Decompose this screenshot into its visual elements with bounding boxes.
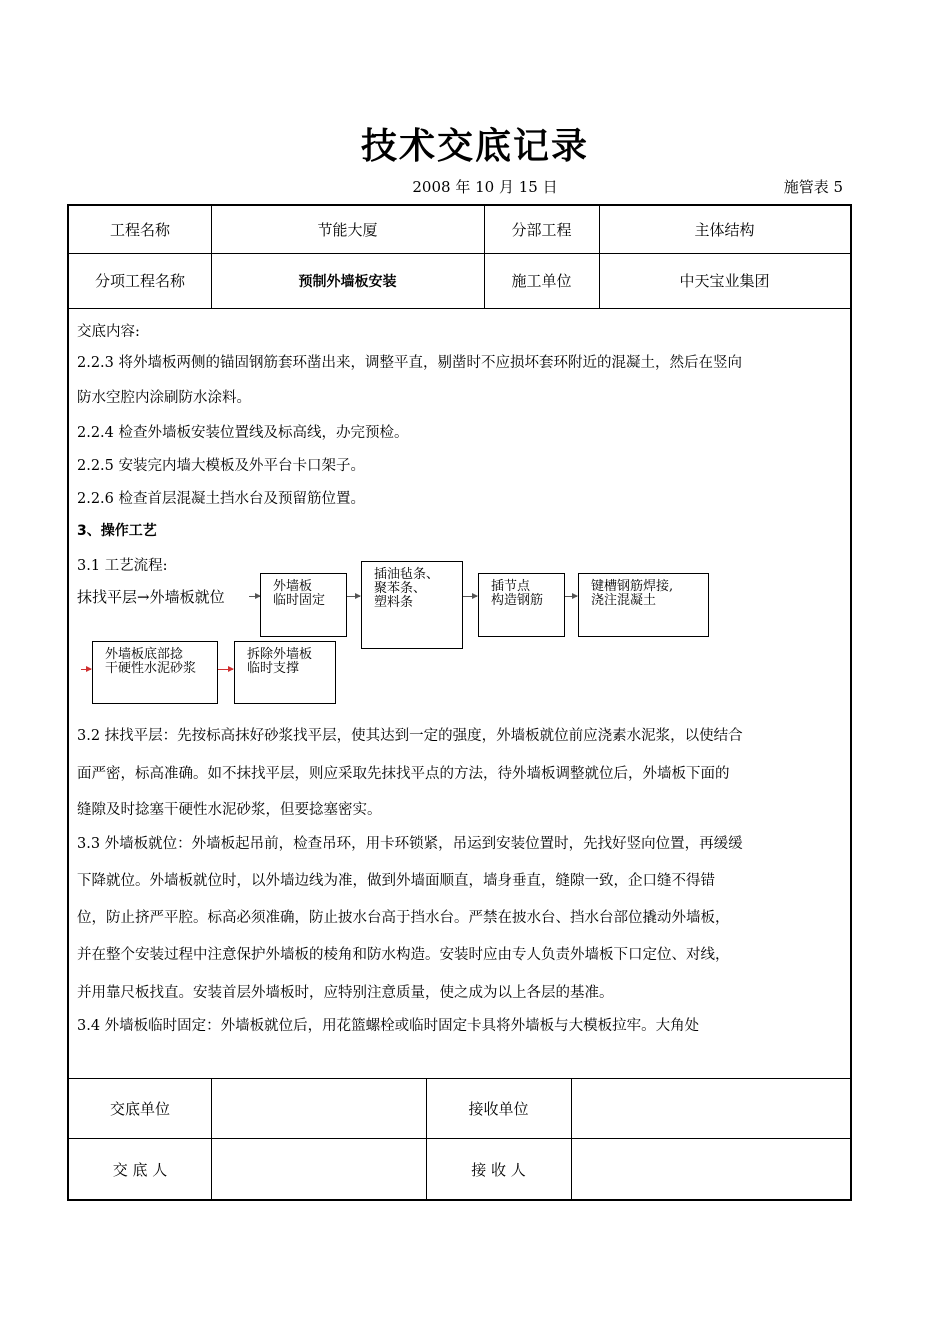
content-line: 并在整个安装过程中注意保护外墙板的棱角和防水构造。安装时应由专人负责外墙板下口定位、对线，: [77, 947, 730, 963]
item-label: 分项工程名称: [94, 272, 185, 290]
content-line: 交底内容:: [77, 324, 140, 340]
receiver-unit-label: 接收单位: [468, 1099, 529, 1118]
content-line: 并用靠尺板找直。安装首层外墙板时，应特别注意质量，使之成为以上各层的基准。: [77, 985, 614, 1001]
flow-intro: 3.1 工艺流程:: [77, 558, 168, 574]
flow-box-text: 浇注混凝土: [591, 593, 657, 608]
content-line: 3.3 外墙板就位：外墙板起吊前，检查吊环，用卡环锁紧，吊运到安装位置时，先找好竖向位置，再缓缓: [77, 836, 743, 852]
flow-box-text: 塑料条: [374, 595, 414, 610]
receiver-field[interactable]: [571, 1138, 850, 1201]
flow-arrow: [565, 596, 577, 597]
content-line: 面严密，标高准确。如不抹找平层，则应采取先抹找平点的方法，待外墙板调整就位后，外墙板下面的: [77, 766, 730, 782]
flow-box-weld-pour: [578, 573, 709, 637]
flow-arrow: [218, 669, 233, 670]
form-number: 施管表 5: [783, 178, 843, 196]
project-name-label: 工程名称: [109, 221, 170, 239]
section-heading: 3、操作工艺: [77, 523, 157, 539]
content-line: 2.2.6 检查首层混凝土挡水台及预留筋位置。: [77, 491, 366, 507]
content-line: 位，防止挤严平腔。标高必须准确，防止披水台高于挡水台。严禁在披水台、挡水台部位撬动外墙板，: [77, 910, 730, 926]
content-line: 3.4 外墙板临时固定：外墙板就位后，用花篮螺栓或临时固定卡具将外墙板与大模板拉牢。大角处: [77, 1018, 700, 1034]
flow-arrow: [463, 596, 477, 597]
flow-box-grout-bottom: [92, 641, 218, 704]
flow-box-text: 临时固定: [273, 593, 326, 608]
content-line: 下降就位。外墙板就位时，以外墙边线为准，做到外墙面顺直，墙身垂直，缝隙一致，企口缝不得错: [77, 873, 715, 889]
content-line: 2.2.3 将外墙板两侧的锚固钢筋套环凿出来，调整平直，剔凿时不应损坏套环附近的混凝土，然后在竖向: [77, 355, 742, 371]
content-line: 3.2 抹找平层：先按标高抹好砂浆找平层，使其达到一定的强度，外墙板就位前应浇素水泥浆，以使结合: [77, 728, 743, 744]
contractor-value: 中天宝业集团: [679, 272, 770, 290]
flow-start-text: 抹找平层→外墙板就位: [77, 588, 225, 606]
sub-project-value: 主体结构: [694, 221, 755, 239]
content-line: 2.2.4 检查外墙板安装位置线及标高线，办完预检。: [77, 425, 409, 441]
issuer-label: 交 底 人: [112, 1161, 168, 1179]
content-line: 防水空腔内涂刷防水涂料。: [77, 390, 251, 406]
content-area: [77, 308, 842, 1078]
contractor-label: 施工单位: [511, 272, 572, 290]
project-name-value: 节能大厦: [317, 221, 378, 239]
flow-box-joint-rebar: [478, 573, 565, 637]
flow-box-text: 外墙板底部捻: [105, 647, 184, 662]
flow-arrow: [249, 596, 260, 597]
flow-box-text: 拆除外墙板: [247, 647, 313, 662]
flow-box-remove-support: [234, 641, 336, 704]
flow-box-text: 插油毡条、: [374, 567, 440, 582]
flow-box-text: 干硬性水泥砂浆: [105, 661, 197, 676]
content-line: 2.2.5 安装完内墙大模板及外平台卡口架子。: [77, 458, 366, 474]
item-value: 预制外墙板安装: [298, 273, 397, 290]
receiver-unit-field[interactable]: [571, 1078, 850, 1138]
flow-box-text: 外墙板: [273, 579, 313, 594]
flow-box-temp-fix: [260, 573, 347, 637]
flow-box-insert-strips: [361, 561, 463, 649]
flow-box-text: 临时支撑: [247, 661, 300, 676]
flow-box-text: 插节点: [491, 579, 531, 594]
issuer-field[interactable]: [211, 1138, 426, 1201]
record-table: [67, 204, 852, 1201]
issuer-unit-label: 交底单位: [109, 1099, 170, 1118]
flow-box-text: 聚苯条、: [374, 581, 427, 596]
issuer-unit-field[interactable]: [211, 1078, 426, 1138]
flow-arrow: [81, 669, 91, 670]
record-date: 2008 年 10 月 15 日: [412, 178, 558, 196]
sub-project-label: 分部工程: [511, 221, 572, 239]
flow-box-text: 键槽钢筋焊接,: [591, 579, 674, 594]
flow-arrow: [347, 596, 360, 597]
flow-box-text: 构造钢筋: [491, 593, 544, 608]
page-title: 技术交底记录: [360, 126, 589, 167]
content-line: 缝隙及时捻塞干硬性水泥砂浆，但要捻塞密实。: [77, 802, 382, 818]
receiver-label: 接 收 人: [471, 1161, 526, 1179]
